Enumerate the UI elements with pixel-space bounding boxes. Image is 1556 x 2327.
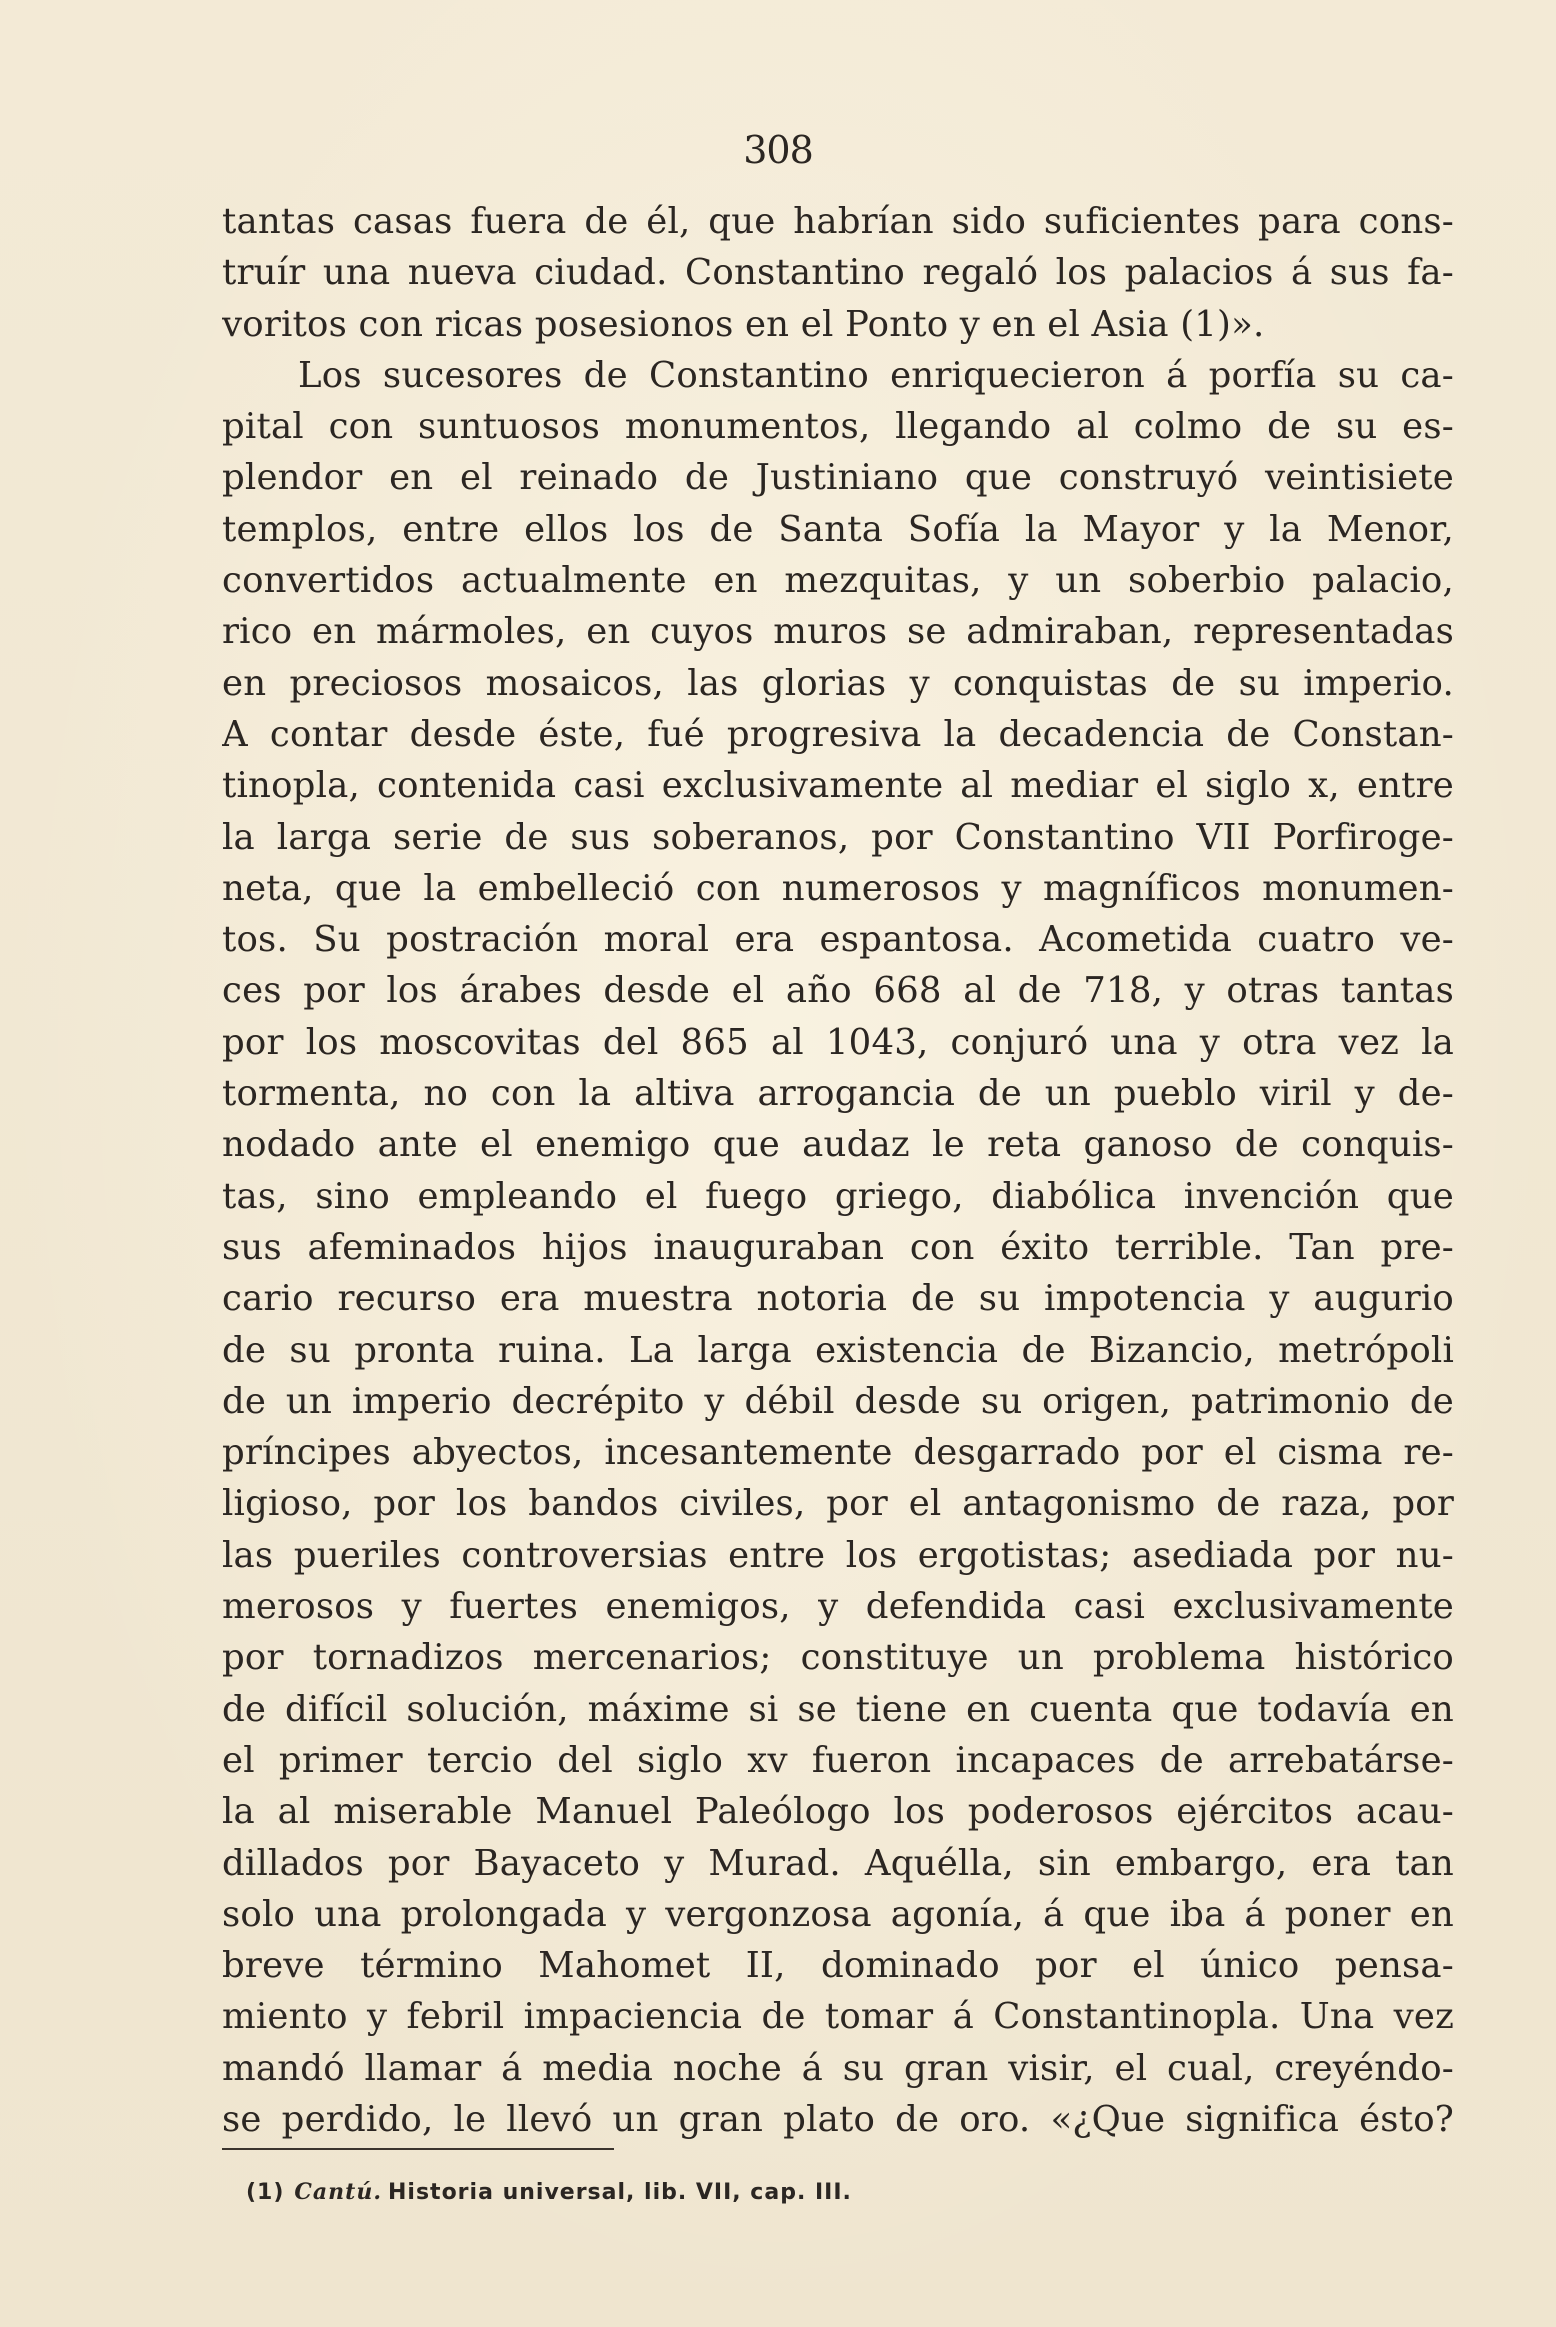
text-line: tos. Su postración moral era espantosa. Acometida cuatro ve- xyxy=(222,919,1454,961)
text-line: el primer tercio del siglo xv fueron incapaces de arrebatárse- xyxy=(222,1739,1454,1781)
text-line: mandó llamar á media noche á su gran visir, el cual, creyéndo- xyxy=(222,2047,1454,2089)
text-line: truír una nueva ciudad. Constantino regaló los palacios á sus fa- xyxy=(222,252,1454,294)
text-line: plendor en el reinado de Justiniano que construyó veintisiete xyxy=(222,457,1454,499)
text-line: A contar desde éste, fué progresiva la decadencia de Constan- xyxy=(222,713,1454,755)
text-line: pital con suntuosos monumentos, llegando al colmo de su es- xyxy=(222,406,1454,448)
text-line: de su pronta ruina. La larga existencia de Bizancio, metrópoli xyxy=(222,1329,1454,1371)
text-line: rico en mármoles, en cuyos muros se admiraban, representadas xyxy=(222,611,1454,653)
text-line: tas, sino empleando el fuego griego, diabólica invención que xyxy=(222,1175,1454,1217)
text-line: dillados por Bayaceto y Murad. Aquélla, sin embargo, era tan xyxy=(222,1842,1454,1884)
text-line: sus afeminados hijos inauguraban con éxito terrible. Tan pre- xyxy=(222,1226,1454,1268)
text-line: Los sucesores de Constantino enriquecieron á porfía su ca- xyxy=(298,354,1454,396)
footnote-marker: (1) xyxy=(246,2180,285,2205)
text-line: de un imperio decrépito y débil desde su origen, patrimonio de xyxy=(222,1380,1454,1422)
page-number: 308 xyxy=(743,128,813,172)
text-line: breve término Mahomet II, dominado por el único pensa- xyxy=(222,1945,1454,1987)
footnote-text: Historia universal, lib. VII, cap. III. xyxy=(388,2180,852,2205)
text-line: tormenta, no con la altiva arrogancia de un pueblo viril y de- xyxy=(222,1073,1454,1115)
text-line: la larga serie de sus soberanos, por Constantino VII Porfiroge- xyxy=(222,816,1454,858)
text-line: merosos y fuertes enemigos, y defendida casi exclusivamente xyxy=(222,1586,1454,1628)
text-line: miento y febril impaciencia de tomar á Constantinopla. Una vez xyxy=(222,1996,1454,2038)
text-line: príncipes abyectos, incesantemente desgarrado por el cisma re- xyxy=(222,1432,1454,1474)
text-line: convertidos actualmente en mezquitas, y un soberbio palacio, xyxy=(222,560,1454,602)
footnote xyxy=(246,2176,852,2209)
footnote-divider xyxy=(222,2148,614,2150)
text-line: tinopla, contenida casi exclusivamente al mediar el siglo x, entre xyxy=(222,765,1454,807)
footnote-author: Cantú. xyxy=(294,2179,382,2205)
text-line: en preciosos mosaicos, las glorias y conquistas de su imperio. xyxy=(222,662,1454,704)
text-line: voritos con ricas posesionos en el Ponto y en el Asia (1)». xyxy=(222,303,1265,345)
text-line: templos, entre ellos los de Santa Sofía la Mayor y la Menor, xyxy=(222,508,1454,550)
text-line: tantas casas fuera de él, que habrían sido suficientes para cons- xyxy=(222,201,1454,242)
text-line: cario recurso era muestra notoria de su impotencia y augurio xyxy=(222,1278,1454,1320)
text-line: se perdido, le llevó un gran plato de oro. «¿Que significa ésto? xyxy=(222,2098,1454,2140)
body-text xyxy=(222,196,1454,2145)
text-line: ces por los árabes desde el año 668 al de 718, y otras tantas xyxy=(222,970,1454,1012)
text-line: neta, que la embelleció con numerosos y magníficos monumen- xyxy=(222,867,1454,909)
text-line: la al miserable Manuel Paleólogo los poderosos ejércitos acau- xyxy=(222,1791,1454,1833)
text-line: de difícil solución, máxime si se tiene en cuenta que todavía en xyxy=(222,1688,1454,1730)
text-line: ligioso, por los bandos civiles, por el antagonismo de raza, por xyxy=(222,1483,1454,1525)
text-line: nodado ante el enemigo que audaz le reta ganoso de conquis- xyxy=(222,1124,1454,1166)
text-line: las pueriles controversias entre los ergotistas; asediada por nu- xyxy=(222,1534,1454,1576)
text-line: por los moscovitas del 865 al 1043, conjuró una y otra vez la xyxy=(222,1021,1454,1063)
text-line: por tornadizos mercenarios; constituye un problema histórico xyxy=(222,1637,1454,1679)
text-line: solo una prolongada y vergonzosa agonía, á que iba á poner en xyxy=(222,1893,1454,1935)
